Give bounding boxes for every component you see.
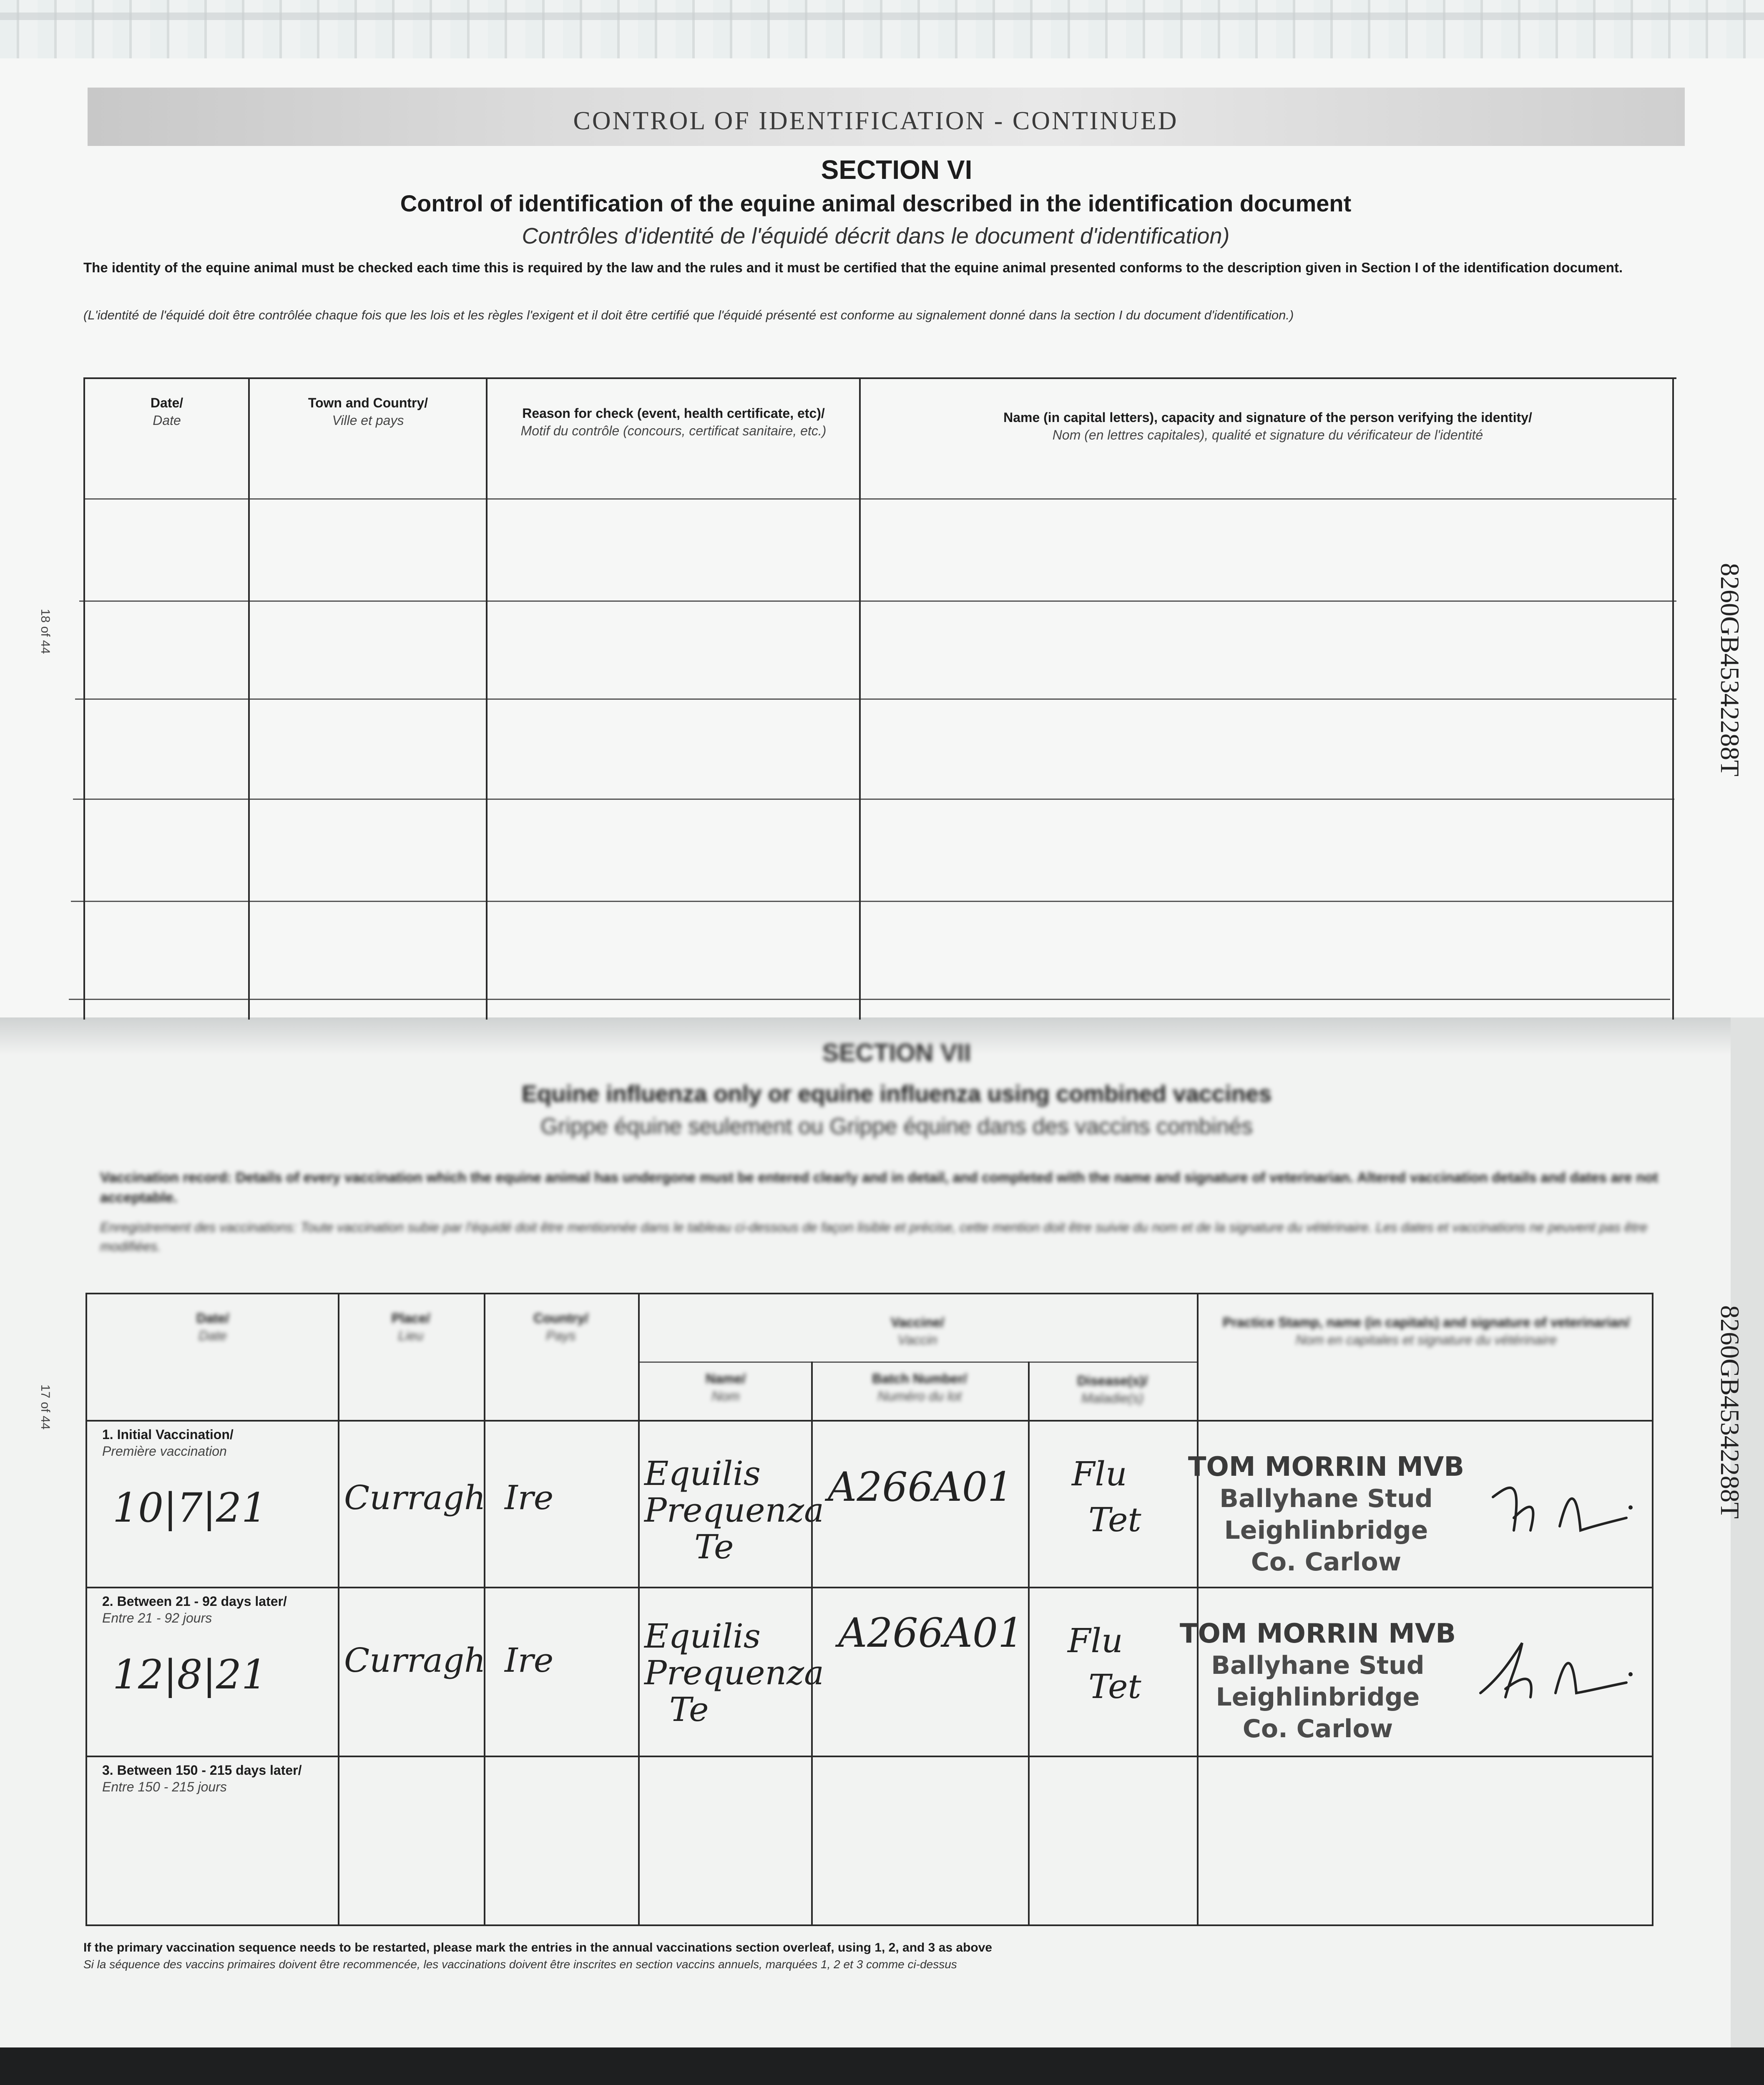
section-vii-intro-fr: Enregistrement des vaccinations: Toute vaccination subie par l'équidé doit être mentionnée dans le tableau ci-dessous de façon lisible et précise, cette mention doit être suivie du nom et de la signature du vétérinaire. Les dates et vaccinations ne peuvent pas être modifiées. xyxy=(100,1220,1648,1254)
upper-page xyxy=(0,0,1764,1017)
row2-date: 12|8|21 xyxy=(113,1651,267,1698)
vaccination-footnote: If the primary vaccination sequence needs to be restarted, please mark the entries in the annual vaccinations section overleaf, using 1, 2, and 3 as above xyxy=(83,1941,993,1954)
section-vi-intro: The identity of the equine animal must be checked each time this is required by the law and the rules and it must be certified that the equine animal presented conforms to the description given in Section I of the identification document. xyxy=(83,260,1623,275)
row2-batch: A266A01 xyxy=(838,1610,1024,1656)
col-header-place: Place/ Lieu xyxy=(391,1311,430,1343)
scan-bottom-edge xyxy=(0,2047,1764,2085)
row-label-second: 2. Between 21 - 92 days later/ Entre 21 - 92 jours xyxy=(102,1594,287,1625)
section-vii-intro: Vaccination record: Details of every vaccination which the equine animal has undergone must be entered clearly and in detail, and completed with the name and signature of veterinarian. Altered vaccination details and dates are not acceptable. xyxy=(100,1170,1658,1206)
section-vi-subtitle: Control of identification of the equine animal described in the identification document xyxy=(400,190,1352,216)
col-header-vacc-date: Date/ Date xyxy=(196,1311,229,1343)
row-label-third: 3. Between 150 - 215 days later/ Entre 150 - 215 jours xyxy=(102,1763,302,1794)
row2-practice-stamp: TOM MORRIN MVB Ballyhane Stud Leighlinbridge Co. Carlow xyxy=(1179,1618,1456,1743)
col-header-practice-stamp: Practice Stamp, name (in capitals) and signature of veterinarian/ Nom en capitales et signature du vétérinaire xyxy=(1222,1315,1630,1347)
col-header-vaccine: Vaccine/ Vaccin xyxy=(890,1315,945,1347)
scan-artifact-strip xyxy=(0,0,1764,58)
row2-country: Ire xyxy=(505,1641,554,1680)
row2-place: Curragh xyxy=(344,1641,486,1680)
row1-disease: Flu Tet xyxy=(1072,1454,1141,1539)
vaccination-footnote-fr: Si la séquence des vaccins primaires doivent être recommencée, les vaccinations doivent être inscrites en section vaccins annuels, marquées 1, 2 et 3 comme ci-dessus xyxy=(83,1958,957,1971)
row2-disease: Flu Tet xyxy=(1068,1621,1141,1706)
passport-code-top: 8260GB45342288T xyxy=(1715,563,1745,776)
row2-vaccine-name: Equilis Prequenza Te xyxy=(644,1617,824,1729)
row1-date: 10|7|21 xyxy=(113,1485,267,1531)
row1-batch: A266A01 xyxy=(828,1464,1013,1510)
row1-vaccine-name: Equilis Prequenza Te xyxy=(644,1454,824,1566)
row1-country: Ire xyxy=(505,1478,554,1517)
section-vi-subtitle-fr: Contrôles d'identité de l'équidé décrit dans le document d'identification) xyxy=(522,224,1230,249)
col-header-disease: Disease(s)/ Maladie(s) xyxy=(1077,1373,1148,1406)
col-header-vaccine-name: Name/ Nom xyxy=(705,1371,746,1404)
section-vi-intro-fr: (L'identité de l'équidé doit être contrôlée chaque fois que les lois et les règles l'exigent et il doit être certifié que l'équidé présenté est conforme au signalement donné dans la section I du document d'identification.) xyxy=(83,308,1294,322)
section-vi-title: SECTION VI xyxy=(821,155,972,185)
section-vii-subtitle-fr: Grippe équine seulement ou Grippe équine dans des vaccins combinés xyxy=(540,1114,1253,1139)
row1-place: Curragh xyxy=(344,1478,486,1517)
col-header-batch: Batch Number/ Numéro du lot xyxy=(872,1371,967,1404)
page-number-bottom: 17 of 44 xyxy=(38,1384,52,1430)
section-vii-subtitle: Equine influenza only or equine influenza using combined vaccines xyxy=(521,1080,1272,1107)
col-header-country: Country/ Pays xyxy=(533,1311,588,1343)
passport-code-bottom: 8260GB45342288T xyxy=(1715,1305,1745,1519)
row1-practice-stamp: TOM MORRIN MVB Ballyhane Stud Leighlinbridge Co. Carlow xyxy=(1188,1452,1465,1577)
scan-artifact-line xyxy=(0,13,1764,20)
row1-signature xyxy=(1485,1468,1643,1543)
col-header-town-country: Town and Country/ Ville et pays xyxy=(308,395,428,428)
row-label-initial: 1. Initial Vaccination/ Première vaccination xyxy=(102,1427,234,1459)
col-header-verifier: Name (in capital letters), capacity and signature of the person verifying the identity/ Nom (en lettres capitales), qualité et signature du vérificateur de l'identité xyxy=(1003,410,1532,442)
header-banner-text: CONTROL OF IDENTIFICATION - CONTINUED xyxy=(573,107,1179,135)
col-header-date: Date/ Date xyxy=(150,395,183,428)
page-number-top: 18 of 44 xyxy=(38,609,52,654)
row2-signature xyxy=(1472,1630,1639,1706)
page-edge-shade xyxy=(1731,1017,1764,2085)
section-vii-title: SECTION VII xyxy=(822,1039,971,1067)
col-header-reason: Reason for check (event, health certificate, etc)/ Motif du contrôle (concours, certificat sanitaire, etc.) xyxy=(520,406,827,438)
